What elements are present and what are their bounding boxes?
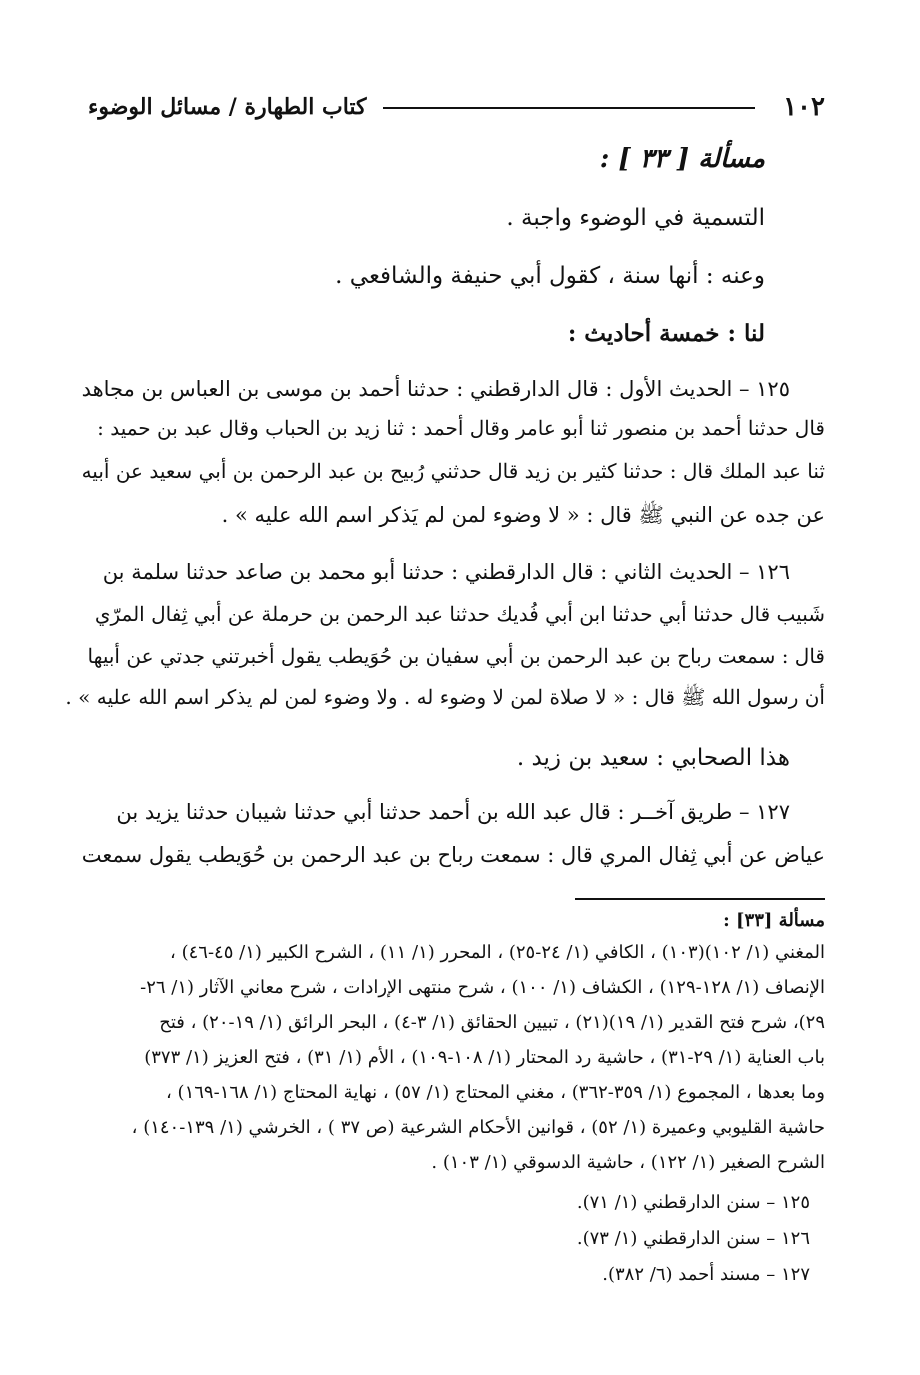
footnote-separator (575, 898, 825, 900)
header-rule (383, 107, 755, 109)
footnote-line: الشرح الصغير (١/ ١٢٢) ، حاشية الدسوقي (١/ ١٠٣) . (431, 1152, 825, 1173)
footnote-line: وما بعدها ، المجموع (١/ ٣٥٩-٣٦٢) ، مغني المحتاج (١/ ٥٧) ، نهاية المحتاج (١/ ١٦٨-١٦٩) ، (166, 1082, 825, 1103)
text-line: عن جده عن النبي ﷺ قال : « لا وضوء لمن لم يَذكر اسم الله عليه » . (221, 503, 825, 527)
text-line: أن رسول الله ﷺ قال : « لا صلاة لمن لا وضوء له . ولا وضوء لمن لم يذكر اسم الله عليه » . (65, 685, 825, 709)
text-line: ١٢٦ – الحديث الثاني : قال الدارقطني : حدثنا أبو محمد بن صاعد حدثنا سلمة بن (102, 560, 790, 584)
text-line: ثنا عبد الملك قال : حدثنا كثير بن زيد قال حدثني رُبيح بن عبد الرحمن بن أبي سعيد عن أبيه (81, 459, 825, 483)
footnote-line: ١٢٦ – سنن الدارقطني (١/ ٧٣). (576, 1228, 810, 1249)
issue-heading: مسألة [ ٣٣ ] : (599, 144, 765, 174)
text-line: ١٢٧ – طريق آخــر : قال عبد الله بن أحمد حدثنا أبي حدثنا شيبان حدثنا يزيد بن (116, 800, 790, 824)
text-line: لنا : خمسة أحاديث : (567, 320, 765, 347)
text-line: التسمية في الوضوء واجبة . (506, 205, 765, 231)
footnote-line: حاشية القليوبي وعميرة (١/ ٥٢) ، قوانين الأحكام الشرعية (ص ٣٧ ) ، الخرشي (١/ ١٣٩-١٤٠) ، (131, 1117, 825, 1138)
footnote-line: الإنصاف (١/ ١٢٨-١٢٩) ، الكشاف (١/ ١٠٠) ، شرح منتهى الإرادات ، شرح معاني الآثار (١/ ٢٦- (140, 977, 825, 998)
page-number: ١٠٢ (783, 92, 825, 122)
footnote-heading: مسألة [٣٣] : (723, 910, 825, 931)
text-line: عياض عن أبي ثِفال المري قال : سمعت رباح بن عبد الرحمن بن حُوَيطب يقول سمعت (81, 843, 825, 867)
running-header (88, 92, 825, 132)
footnote-line: المغني (١/ ١٠٢)(١٠٣) ، الكافي (١/ ٢٤-٢٥) ، المحرر (١/ ١١) ، الشرح الكبير (١/ ٤٥-٤٦) ، (170, 942, 825, 963)
footnote-line: ٢٩)، شرح فتح القدير (١/ ١٩)(٢١) ، تبيين الحقائق (١/ ٣-٤) ، البحر الرائق (١/ ١٩-٢٠) ، فتح (159, 1012, 825, 1033)
text-line: قال : سمعت رباح بن عبد الرحمن بن أبي سفيان بن حُوَيطب يقول أخبرتني جدتي عن أبيها (87, 644, 825, 668)
text-line: شَبيب قال حدثنا أبي حدثنا ابن أبي فُديك حدثنا عبد الرحمن بن حرملة عن أبي ثِفال المرّي (94, 602, 825, 626)
text-line: وعنه : أنها سنة ، كقول أبي حنيفة والشافعي . (335, 263, 765, 289)
text-line: ١٢٥ – الحديث الأول : قال الدارقطني : حدثنا أحمد بن موسى بن العباس بن مجاهد (81, 377, 790, 401)
footnote-line: ١٢٥ – سنن الدارقطني (١/ ٧١). (576, 1192, 810, 1213)
header-title: كتاب الطهارة / مسائل الوضوء (88, 94, 367, 120)
text-line: هذا الصحابي : سعيد بن زيد . (516, 745, 790, 771)
footnote-line: باب العناية (١/ ٢٩-٣١) ، حاشية رد المحتار (١/ ١٠٨-١٠٩) ، الأم (١/ ٣١) ، فتح العزيز (١/ ٣٧٣) (144, 1047, 825, 1068)
text-line: قال حدثنا أحمد بن منصور ثنا أبو عامر وقال أحمد : ثنا زيد بن الحباب وقال عبد بن حميد : (97, 416, 825, 440)
footnote-line: ١٢٧ – مسند أحمد (٦/ ٣٨٢). (602, 1264, 810, 1285)
